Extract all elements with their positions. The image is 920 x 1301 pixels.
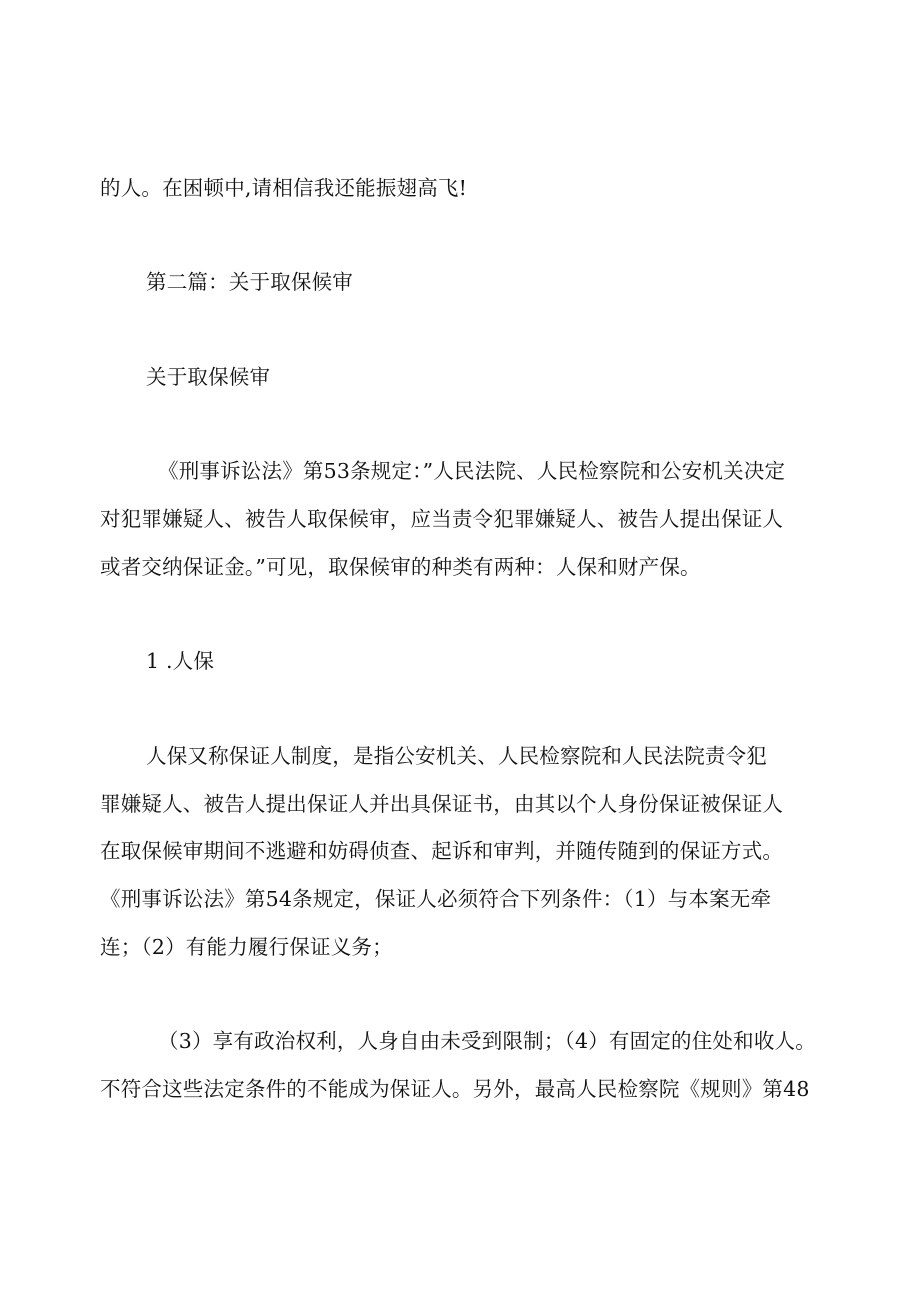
intro-line: 的人。在困顿中,请相信我还能振翅高飞! bbox=[100, 176, 468, 200]
paragraph-line: 对犯罪嫌疑人、被告人取保候审，应当责令犯罪嫌疑人、被告人提出保证人 bbox=[100, 507, 784, 531]
paragraph-line: 或者交纳保证金。”可见，取保候审的种类有两种：人保和财产保。 bbox=[100, 555, 701, 579]
paragraph-line: 连；（2）有能力履行保证义务； bbox=[100, 935, 393, 959]
paragraph-line: 不符合这些法定条件的不能成为保证人。另外，最高人民检察院《规则》第48 bbox=[100, 1077, 810, 1101]
section-title: 关于取保候审 bbox=[146, 365, 271, 389]
subheading: 1 .人保 bbox=[146, 649, 215, 673]
paragraph-line: （3）享有政治权利，人身自由未受到限制；（4）有固定的住处和收人。 bbox=[158, 1029, 816, 1053]
paragraph-line: 在取保候审期间不逃避和妨碍侦查、起诉和审判，并随传随到的保证方式。 bbox=[100, 839, 784, 863]
paragraph-line: 《刑事诉讼法》第54条规定，保证人必须符合下列条件：（1）与本案无牵 bbox=[100, 887, 772, 911]
paragraph-line: 罪嫌疑人、被告人提出保证人并出具保证书，由其以个人身份保证被保证人 bbox=[100, 792, 784, 816]
paragraph-line: 人保又称保证人制度，是指公安机关、人民检察院和人民法院责令犯 bbox=[146, 744, 767, 768]
paragraph-line: 《刑事诉讼法》第53条规定：”人民法院、人民检察院和公安机关决定 bbox=[158, 459, 786, 483]
chapter-heading: 第二篇：关于取保候审 bbox=[146, 270, 353, 294]
